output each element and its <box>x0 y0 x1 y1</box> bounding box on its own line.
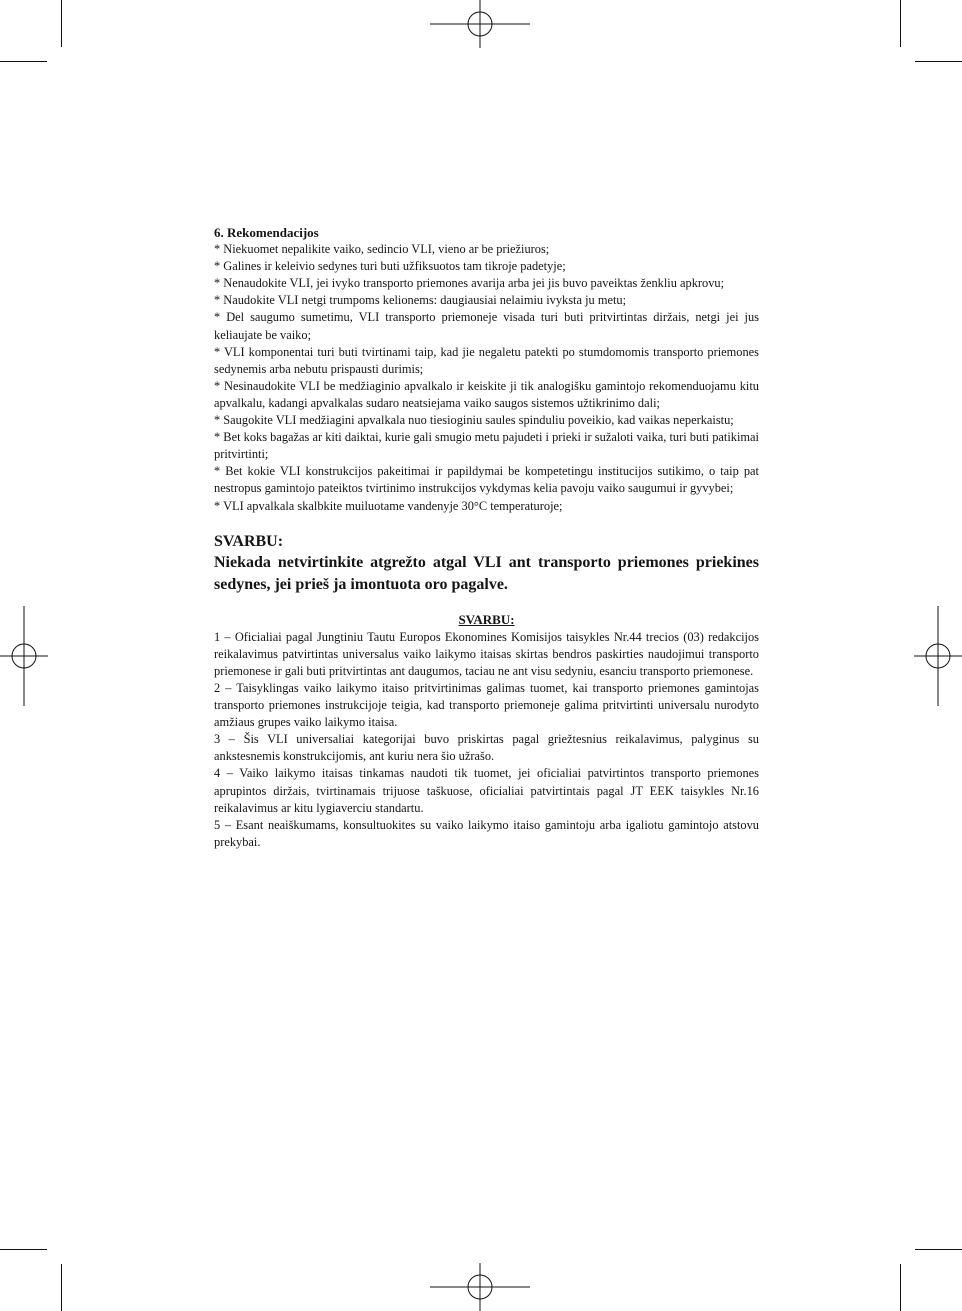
registration-crosshair-icon <box>914 606 962 706</box>
notes-list <box>214 629 759 851</box>
recommendations-list <box>214 241 759 515</box>
list-item: * Bet kokie VLI konstrukcijos pakeitimai ir papildymai be kompetetingu institucijos sutikimo, o taip pat nestropus gamintojo pateiktos tvirtinimo instrukcijos vykdymas kelia pavoju vaiko saugumui ir gyvybei; <box>214 464 759 496</box>
list-item: * VLI komponentai turi buti tvirtinami taip, kad jie negaletu patekti po stumdomomis transporto priemones sedynemis arba nebutu prispausti durimis; <box>214 344 759 376</box>
list-item: * VLI apvalkala skalbkite muiluotame vandenyje 30°C temperaturoje; <box>214 498 563 513</box>
document-body <box>214 224 759 851</box>
list-item: * Nesinaudokite VLI be medžiaginio apvalkalo ir keiskite ji tik analogišku gamintojo rekomenduojamu kitu apvalkalu, kadangi apvalkalas sudaro neatsiejama vaiko saugos sistemos užtikrinimo dali; <box>214 378 759 410</box>
registration-crosshair-icon <box>0 606 48 706</box>
crop-mark-top-left-vertical <box>61 0 62 47</box>
section-title: 6. Rekomendacijos <box>214 225 319 240</box>
note-item: 4 – Vaiko laikymo itaisas tinkamas naudoti tik tuomet, jei oficialiai patvirtintos transporto priemones aprupintos diržais, tvirtinamais trijuose taškuose, oficialiai patvirtintais pagal JT EEK taisykles Nr.16 reikalavimus ar kitu lygiaverciu standartu. <box>214 766 759 815</box>
registration-crosshair-icon <box>430 0 530 48</box>
crop-mark-top-right-vertical <box>900 0 901 47</box>
crop-mark-bottom-right-vertical <box>900 1264 901 1311</box>
crop-mark-bottom-left-vertical <box>61 1264 62 1311</box>
warning-text: Niekada netvirtinkite atgrežto atgal VLI ant transporto priemones priekines sedynes, jei prieš ja imontuota oro pagalve. <box>214 553 759 593</box>
note-item: 1 – Oficialiai pagal Jungtiniu Tautu Europos Ekonomines Komisijos taisykles Nr.44 trecios (03) redakcijos reikalavimus patvirtintas universalus vaiko laikymo itaisas skirtas bendros paskirties naudojimui transporto priemonese ir gali buti pritvirtintas ant daugumos, taciau ne ant visu sedyniu, esanciu transporto priemonese. <box>214 629 759 678</box>
crop-mark-bottom-right-horizontal <box>915 1249 962 1250</box>
note-item: 3 – Šis VLI universaliai kategorijai buvo priskirtas pagal griežtesnius reikalavimus, palyginus su ankstesnemis konstrukcijomis, ant kuriu nera šio užrašo. <box>214 732 759 764</box>
note-item: 5 – Esant neaiškumams, konsultuokites su vaiko laikymo itaiso gamintoju arba igaliotu gamintojo atstovu prekybai. <box>214 817 759 849</box>
list-item: * Galines ir keleivio sedynes turi buti užfiksuotos tam tikroje padetyje; <box>214 259 566 274</box>
crop-mark-top-right-horizontal <box>915 61 962 62</box>
registration-crosshair-icon <box>430 1263 530 1311</box>
warning-title: SVARBU: <box>214 532 284 550</box>
notes-title: SVARBU: <box>458 611 515 627</box>
list-item: * Saugokite VLI medžiagini apvalkala nuo tiesioginiu saules spinduliu poveikio, kad vaikas neperkaistu; <box>214 413 734 428</box>
note-item: 2 – Taisyklingas vaiko laikymo itaiso pritvirtinimas galimas tuomet, kai transporto priemones gamintojas transporto priemones instrukcijoje teigia, kad transporto priemoneje galima pritvirtinti universalu nurodyto amžiaus grupes vaiko laikymo itaisa. <box>214 680 759 730</box>
list-item: * Del saugumo sumetimu, VLI transporto priemoneje visada turi buti pritvirtintas diržais, netgi jei jus keliaujate be vaiko; <box>214 310 759 342</box>
list-item: * Naudokite VLI netgi trumpoms kelionems: daugiausiai nelaimiu ivyksta ju metu; <box>214 293 627 308</box>
crop-mark-top-left-horizontal <box>0 61 47 62</box>
list-item: * Niekuomet nepalikite vaiko, sedincio VLI, vieno ar be priežiuros; <box>214 242 550 257</box>
crop-mark-bottom-left-horizontal <box>0 1249 47 1250</box>
list-item: * Nenaudokite VLI, jei ivyko transporto priemones avarija arba jei jis buvo paveiktas ženkliu apkrovu; <box>214 276 725 291</box>
list-item: * Bet koks bagažas ar kiti daiktai, kurie gali smugio metu pajudeti i prieki ir sužaloti vaika, turi buti patikimai pritvirtinti; <box>214 430 759 462</box>
